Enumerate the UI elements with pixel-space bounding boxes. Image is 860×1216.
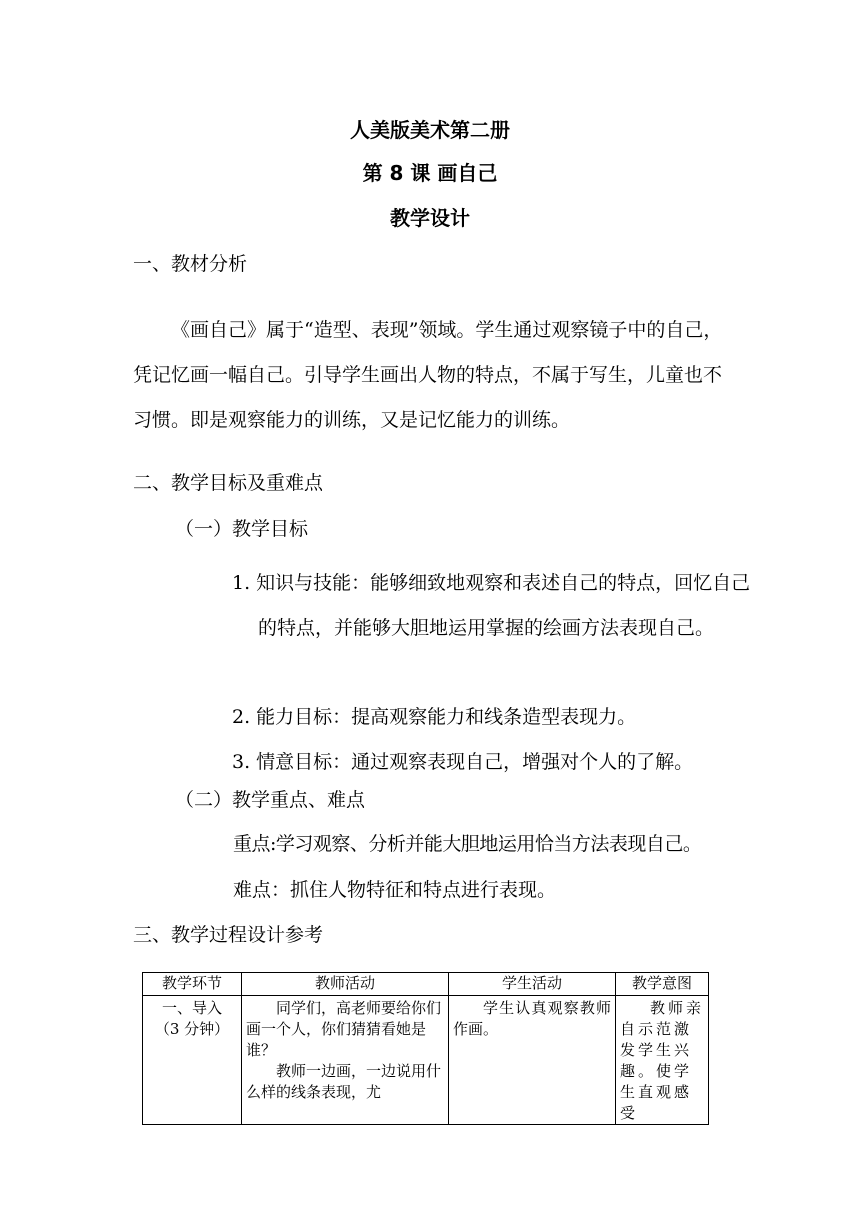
lesson-title: 第 8 课 画自己 xyxy=(362,161,498,185)
teaching-intent-cell: 教师亲自示范激发学生兴趣。使学生直观感受 xyxy=(616,996,709,1125)
teacher-activity-paragraph: 教师一边画，一边说用什么样的线条表现，尤 xyxy=(246,1062,442,1101)
book-title: 人美版美术第二册 xyxy=(350,118,510,142)
stage-name: 一、导入 xyxy=(161,999,222,1017)
table-row xyxy=(143,996,709,1125)
table-header-row xyxy=(143,973,709,996)
stage-cell xyxy=(143,996,242,1125)
goal-item: 1. 知识与技能：能够细致地观察和表述自己的特点，回忆自己的特点，并能够大胆地运用掌握的绘画方法表现自己。 xyxy=(232,572,751,639)
section-heading-goals: 二、教学目标及重难点 xyxy=(133,472,324,494)
column-header-student: 学生活动 xyxy=(449,973,616,996)
difficulty-point: 难点：抓住人物特征和特点进行表现。 xyxy=(233,879,557,901)
goal-item: 2. 能力目标：提高观察能力和线条造型表现力。 xyxy=(232,706,637,728)
teaching-process-table xyxy=(142,972,709,1125)
goal-item: 3. 情意目标：通过观察表现自己，增强对个人的了解。 xyxy=(232,751,694,773)
section-heading-analysis: 一、教材分析 xyxy=(133,253,248,275)
stage-duration: （3 分钟） xyxy=(154,1020,230,1038)
subheading-key-points: （二）教学重点、难点 xyxy=(175,789,366,811)
teacher-activity-paragraph: 同学们，高老师要给你们画一个人，你们猜猜看她是谁？ xyxy=(246,999,442,1059)
section-heading-process: 三、教学过程设计参考 xyxy=(133,924,324,946)
subheading-teaching-goals: （一）教学目标 xyxy=(175,518,309,540)
design-title: 教学设计 xyxy=(390,206,470,230)
student-activity-cell: 学生认真观察教师作画。 xyxy=(449,996,616,1125)
column-header-teacher: 教师活动 xyxy=(242,973,449,996)
key-point: 重点:学习观察、分析并能大胆地运用恰当方法表现自己。 xyxy=(233,833,702,855)
column-header-stage: 教学环节 xyxy=(143,973,242,996)
teacher-activity-cell xyxy=(242,996,449,1125)
analysis-paragraph: 《画自己》属于“造型、表现”领域。学生通过观察镜子中的自己，凭记忆画一幅自己。引导学生画出人物的特点，不属于写生，儿童也不习惯。即是观察能力的训练，又是记忆能力的训练。 xyxy=(133,319,723,431)
column-header-intent: 教学意图 xyxy=(616,973,709,996)
